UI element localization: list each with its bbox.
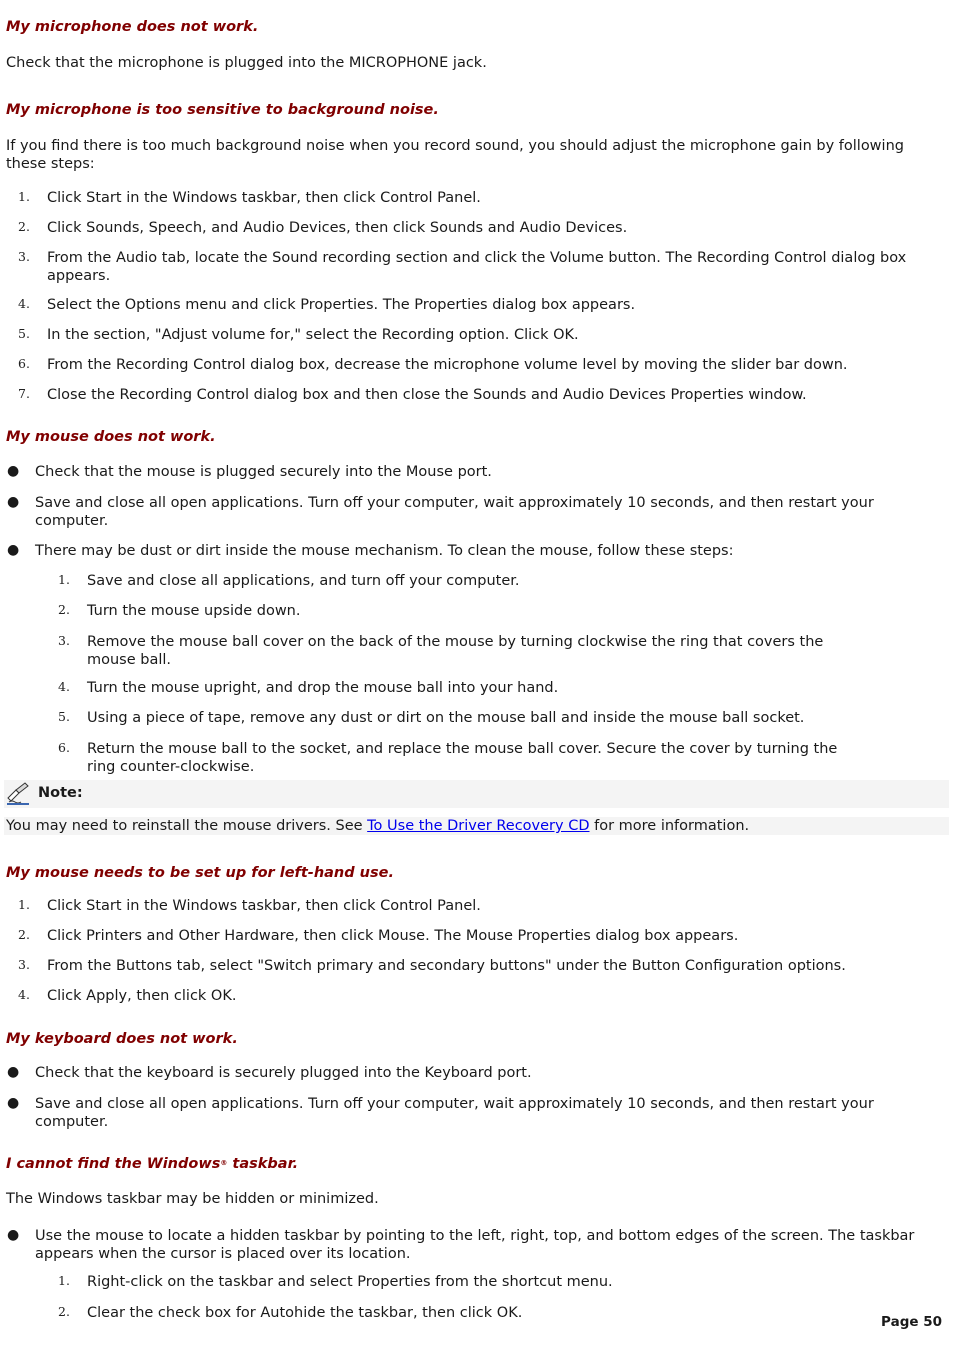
list-number: 5.: [58, 709, 70, 724]
list-item: Save and close all open applications. Turn off your computer, wait approximately 10 seconds, and then restart your computer.: [35, 1096, 874, 1130]
paragraph: The Windows taskbar may be hidden or minimized.: [6, 1191, 379, 1207]
list-item: Save and close all open applications. Turn off your computer, wait approximately 10 seconds, and then restart your computer.: [35, 495, 874, 529]
list-item: Check that the keyboard is securely plugged into the Keyboard port.: [35, 1065, 532, 1081]
bullet-dot: ●: [7, 494, 20, 510]
list-item: Click Apply, then click OK.: [47, 988, 237, 1004]
list-number: 1.: [18, 189, 30, 204]
list-item: Return the mouse ball to the socket, and replace the mouse ball cover. Secure the cover by turning the ring counter-clockwise.: [87, 741, 838, 775]
heading-keyboard-not-work: My keyboard does not work.: [6, 1031, 238, 1047]
list-item: Save and close all applications, and turn off your computer.: [87, 573, 520, 589]
list-item: Turn the mouse upright, and drop the mouse ball into your hand.: [87, 680, 559, 696]
list-number: 4.: [58, 679, 70, 694]
list-item: Select the Options menu and click Properties. The Properties dialog box appears.: [47, 297, 636, 313]
list-number: 4.: [18, 987, 30, 1002]
paragraph: If you find there is too much background noise when you record sound, you should adjust the microphone gain by following these steps:: [6, 138, 904, 172]
list-item: In the section, "Adjust volume for," select the Recording option. Click OK.: [47, 327, 579, 343]
note-header-bar: [4, 780, 949, 808]
heading-mouse-not-work: My mouse does not work.: [6, 429, 216, 445]
bullet-dot: ●: [7, 1095, 20, 1111]
list-number: 2.: [58, 602, 70, 617]
list-item: Turn the mouse upside down.: [87, 603, 301, 619]
list-item: Click Printers and Other Hardware, then click Mouse. The Mouse Properties dialog box appears.: [47, 928, 739, 944]
note-pen-icon: [6, 781, 30, 809]
heading-mouse-left-hand: My mouse needs to be set up for left-hand use.: [6, 865, 394, 881]
registered-mark: ®: [220, 1159, 228, 1167]
driver-recovery-link[interactable]: To Use the Driver Recovery CD: [367, 818, 590, 834]
list-number: 3.: [58, 633, 70, 648]
list-number: 2.: [18, 219, 30, 234]
note-label: Note:: [38, 785, 83, 801]
heading-microphone-sensitive: My microphone is too sensitive to background noise.: [6, 102, 439, 118]
page-number: Page 50: [881, 1314, 942, 1330]
list-item: Click Start in the Windows taskbar, then click Control Panel.: [47, 190, 481, 206]
list-item: Right-click on the taskbar and select Properties from the shortcut menu.: [87, 1274, 613, 1290]
heading-taskbar-post: taskbar.: [227, 1156, 299, 1172]
list-number: 3.: [18, 957, 30, 972]
bullet-dot: ●: [7, 1064, 20, 1080]
heading-taskbar: [6, 1156, 298, 1172]
bullet-dot: ●: [7, 542, 20, 558]
list-item: Check that the mouse is plugged securely into the Mouse port.: [35, 464, 492, 480]
heading-taskbar-pre: I cannot find the Windows: [6, 1156, 221, 1172]
bullet-dot: ●: [7, 1227, 20, 1243]
list-number: 2.: [58, 1304, 70, 1319]
list-number: 4.: [18, 296, 30, 311]
list-item: From the Audio tab, locate the Sound recording section and click the Volume button. The Recording Control dialog box appears.: [47, 250, 907, 284]
list-item: Close the Recording Control dialog box and then close the Sounds and Audio Devices Properties window.: [47, 387, 807, 403]
list-item: Clear the check box for Autohide the taskbar, then click OK.: [87, 1305, 523, 1321]
list-number: 6.: [58, 740, 70, 755]
bullet-dot: ●: [7, 463, 20, 479]
list-item: Use the mouse to locate a hidden taskbar by pointing to the left, right, top, and bottom edges of the screen. The taskbar appears when the cursor is placed over its location.: [35, 1228, 915, 1262]
list-number: 1.: [58, 572, 70, 587]
list-number: 2.: [18, 927, 30, 942]
list-item: From the Recording Control dialog box, decrease the microphone volume level by moving the slider bar down.: [47, 357, 848, 373]
list-number: 5.: [18, 326, 30, 341]
list-item: Click Start in the Windows taskbar, then click Control Panel.: [47, 898, 481, 914]
note-text-before: You may need to reinstall the mouse drivers. See: [6, 818, 368, 834]
note-text-after: for more information.: [589, 818, 750, 834]
list-number: 1.: [18, 897, 30, 912]
list-number: 1.: [58, 1273, 70, 1288]
list-item: Using a piece of tape, remove any dust or dirt on the mouse ball and inside the mouse ball socket.: [87, 710, 805, 726]
heading-microphone-not-work: My microphone does not work.: [6, 19, 259, 35]
paragraph: Check that the microphone is plugged into the MICROPHONE jack.: [6, 55, 487, 71]
list-number: 3.: [18, 249, 30, 264]
list-item: Click Sounds, Speech, and Audio Devices, then click Sounds and Audio Devices.: [47, 220, 628, 236]
list-number: 7.: [18, 386, 30, 401]
list-item: From the Buttons tab, select "Switch primary and secondary buttons" under the Button Configuration options.: [47, 958, 846, 974]
list-item: Remove the mouse ball cover on the back of the mouse by turning clockwise the ring that covers the mouse ball.: [87, 634, 824, 668]
note-text: [6, 817, 946, 835]
list-number: 6.: [18, 356, 30, 371]
list-item: There may be dust or dirt inside the mouse mechanism. To clean the mouse, follow these steps:: [35, 543, 734, 559]
